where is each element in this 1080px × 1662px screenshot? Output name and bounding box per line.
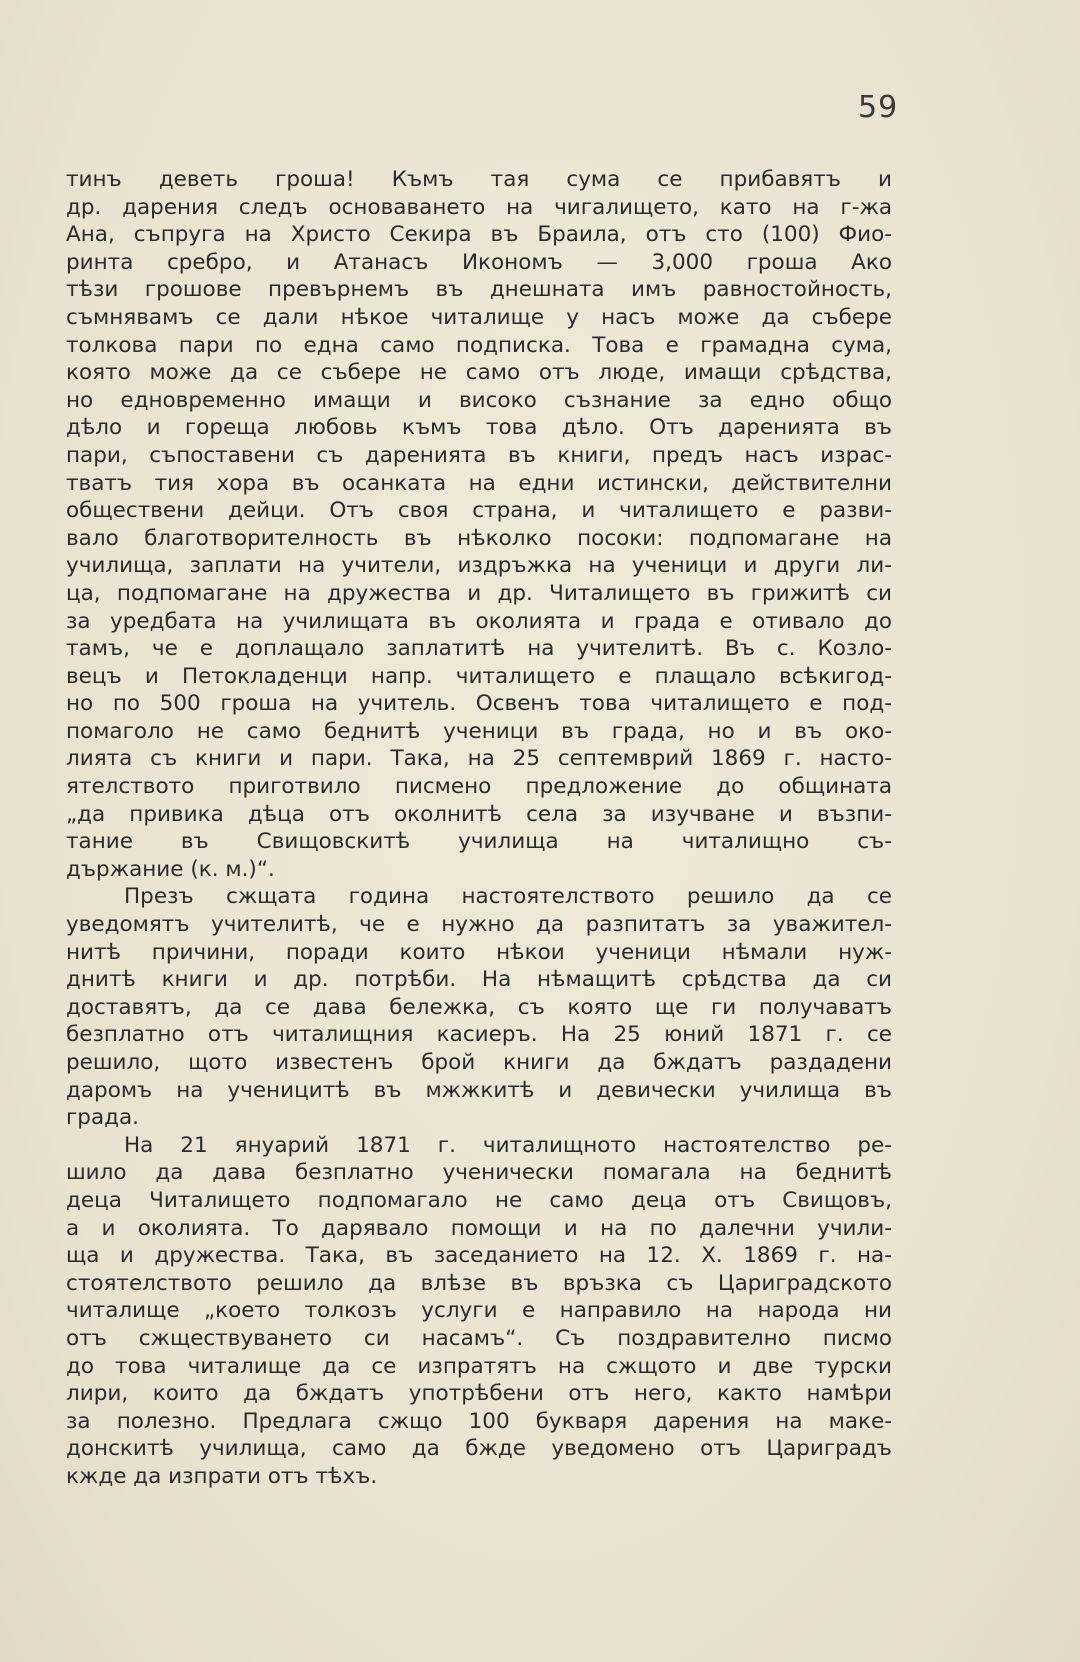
text-line: тватъ тия хора въ осанката на едни истински, действителни — [66, 470, 892, 496]
text-line: а и околията. То дарявало помощи и на по далечни учили- — [66, 1215, 892, 1241]
text-line: уведомятъ учителитѣ, че е нужно да разпитатъ за уважител- — [66, 912, 892, 938]
text-line: толкова пари по една само подписка. Това е грамадна сума, — [66, 332, 892, 358]
text-line: но едновременно имащи и високо съзнание за едно общо — [66, 387, 892, 413]
page-number: 59 — [858, 90, 899, 125]
text-line: Ана, съпруга на Христо Секира въ Браила, отъ сто (100) Фио- — [66, 222, 892, 248]
text-line: даромъ на ученицитѣ въ мжжкитѣ и девически училища въ — [66, 1077, 892, 1103]
text-line: училища, заплати на учители, издръжка на ученици и други ли- — [66, 553, 892, 579]
text-line: нитѣ причини, поради които нѣкои ученици нѣмали нуж- — [66, 939, 892, 965]
text-line: тинъ деветь гроша! Къмъ тая сума се прибавятъ и — [66, 167, 892, 192]
text-line: но по 500 гроша на учитель. Освенъ това читалището е под- — [66, 691, 892, 717]
text-line: тѣзи грошове превърнемъ въ днешната имъ равностойность, — [66, 277, 892, 303]
text-line: лири, които да бждатъ употрѣбени отъ него, както намѣри — [66, 1381, 892, 1407]
text-line: донскитѣ училища, само да бжде уведомено отъ Цариградъ — [66, 1436, 892, 1462]
text-line: пари, съпоставени съ даренията въ книги, предъ насъ израс- — [66, 442, 892, 468]
text-line: за полезно. Предлага сжщо 100 букваря дарения на маке- — [66, 1408, 892, 1434]
text-line: деца Читалището подпомагало не само деца отъ Свищовъ, — [66, 1187, 892, 1213]
text-line: държание (к. м.)“. — [66, 856, 275, 882]
text-line: Презъ сжщата година настоятелството решило да се — [124, 884, 892, 910]
text-line: ца, подпомагане на дружества и др. Читалището въ грижитѣ си — [66, 580, 892, 606]
text-line: обществени дейци. Отъ своя страна, и читалището е разви- — [66, 498, 892, 524]
text-line: ща и дружества. Така, въ заседанието на 12. X. 1869 г. на- — [66, 1243, 892, 1269]
text-line: вецъ и Петокладенци напр. читалището е плащало всѣкигод- — [66, 663, 892, 689]
text-line: вало благотворителность въ нѣколко посоки: подпомагане на — [66, 525, 892, 551]
text-line: помаголо не само беднитѣ ученици въ града, но и въ око- — [66, 718, 892, 744]
text-line: днитѣ книги и др. потрѣби. На нѣмащитѣ срѣдства да си — [66, 967, 892, 993]
text-line: ринта сребро, и Атанасъ Икономъ — 3,000 гроша Ако — [66, 249, 892, 275]
text-line: „да привика дѣца отъ околнитѣ села за изучване и възпи- — [66, 801, 892, 827]
text-line: доставятъ, да се дава бележка, съ която ще ги получаватъ — [66, 994, 892, 1020]
text-line: кжде да изпрати отъ тѣхъ. — [66, 1463, 378, 1489]
text-line: читалище „което толкозъ услуги е направило на народа ни — [66, 1298, 892, 1324]
text-line: др. дарения следъ основаването на чигалището, като на г-жа — [66, 194, 892, 220]
text-line: стоятелството решило да влѣзе въ връзка съ Цариградското — [66, 1270, 892, 1296]
text-line: ятелството приготвило писмено предложение до общината — [66, 774, 892, 800]
text-line: На 21 януарий 1871 г. читалищното настоятелство ре- — [124, 1132, 892, 1158]
text-line: за уредбата на училищата въ околията и града е отивало до — [66, 608, 892, 634]
text-line: до това читалище да се изпратятъ на сжщото и две турски — [66, 1353, 892, 1379]
text-line: дѣло и гореща любовь къмъ това дѣло. Отъ даренията въ — [66, 415, 892, 441]
text-line: отъ сжществуването си насамъ“. Съ поздравително писмо — [66, 1325, 892, 1351]
text-line: лията съ книги и пари. Така, на 25 септемврий 1869 г. насто- — [66, 746, 892, 772]
text-line: града. — [66, 1105, 139, 1131]
text-line: безплатно отъ читалищния касиеръ. На 25 юний 1871 г. се — [66, 1022, 892, 1048]
body-text — [66, 166, 892, 1491]
text-line: която може да се събере не само отъ люде, имащи срѣдства, — [66, 360, 892, 386]
text-line: решило, щото известенъ брой книги да бждатъ раздадени — [66, 1050, 892, 1075]
text-line: тание въ Свищовскитѣ училища на читалищно съ- — [66, 829, 892, 855]
text-line: тамъ, че е доплащало заплатитѣ на учителитѣ. Въ с. Козло- — [66, 636, 892, 662]
text-line: шило да дава безплатно ученически помагала на беднитѣ — [66, 1160, 892, 1186]
text-line: съмнявамъ се дали нѣкое читалище у насъ може да събере — [66, 304, 892, 330]
